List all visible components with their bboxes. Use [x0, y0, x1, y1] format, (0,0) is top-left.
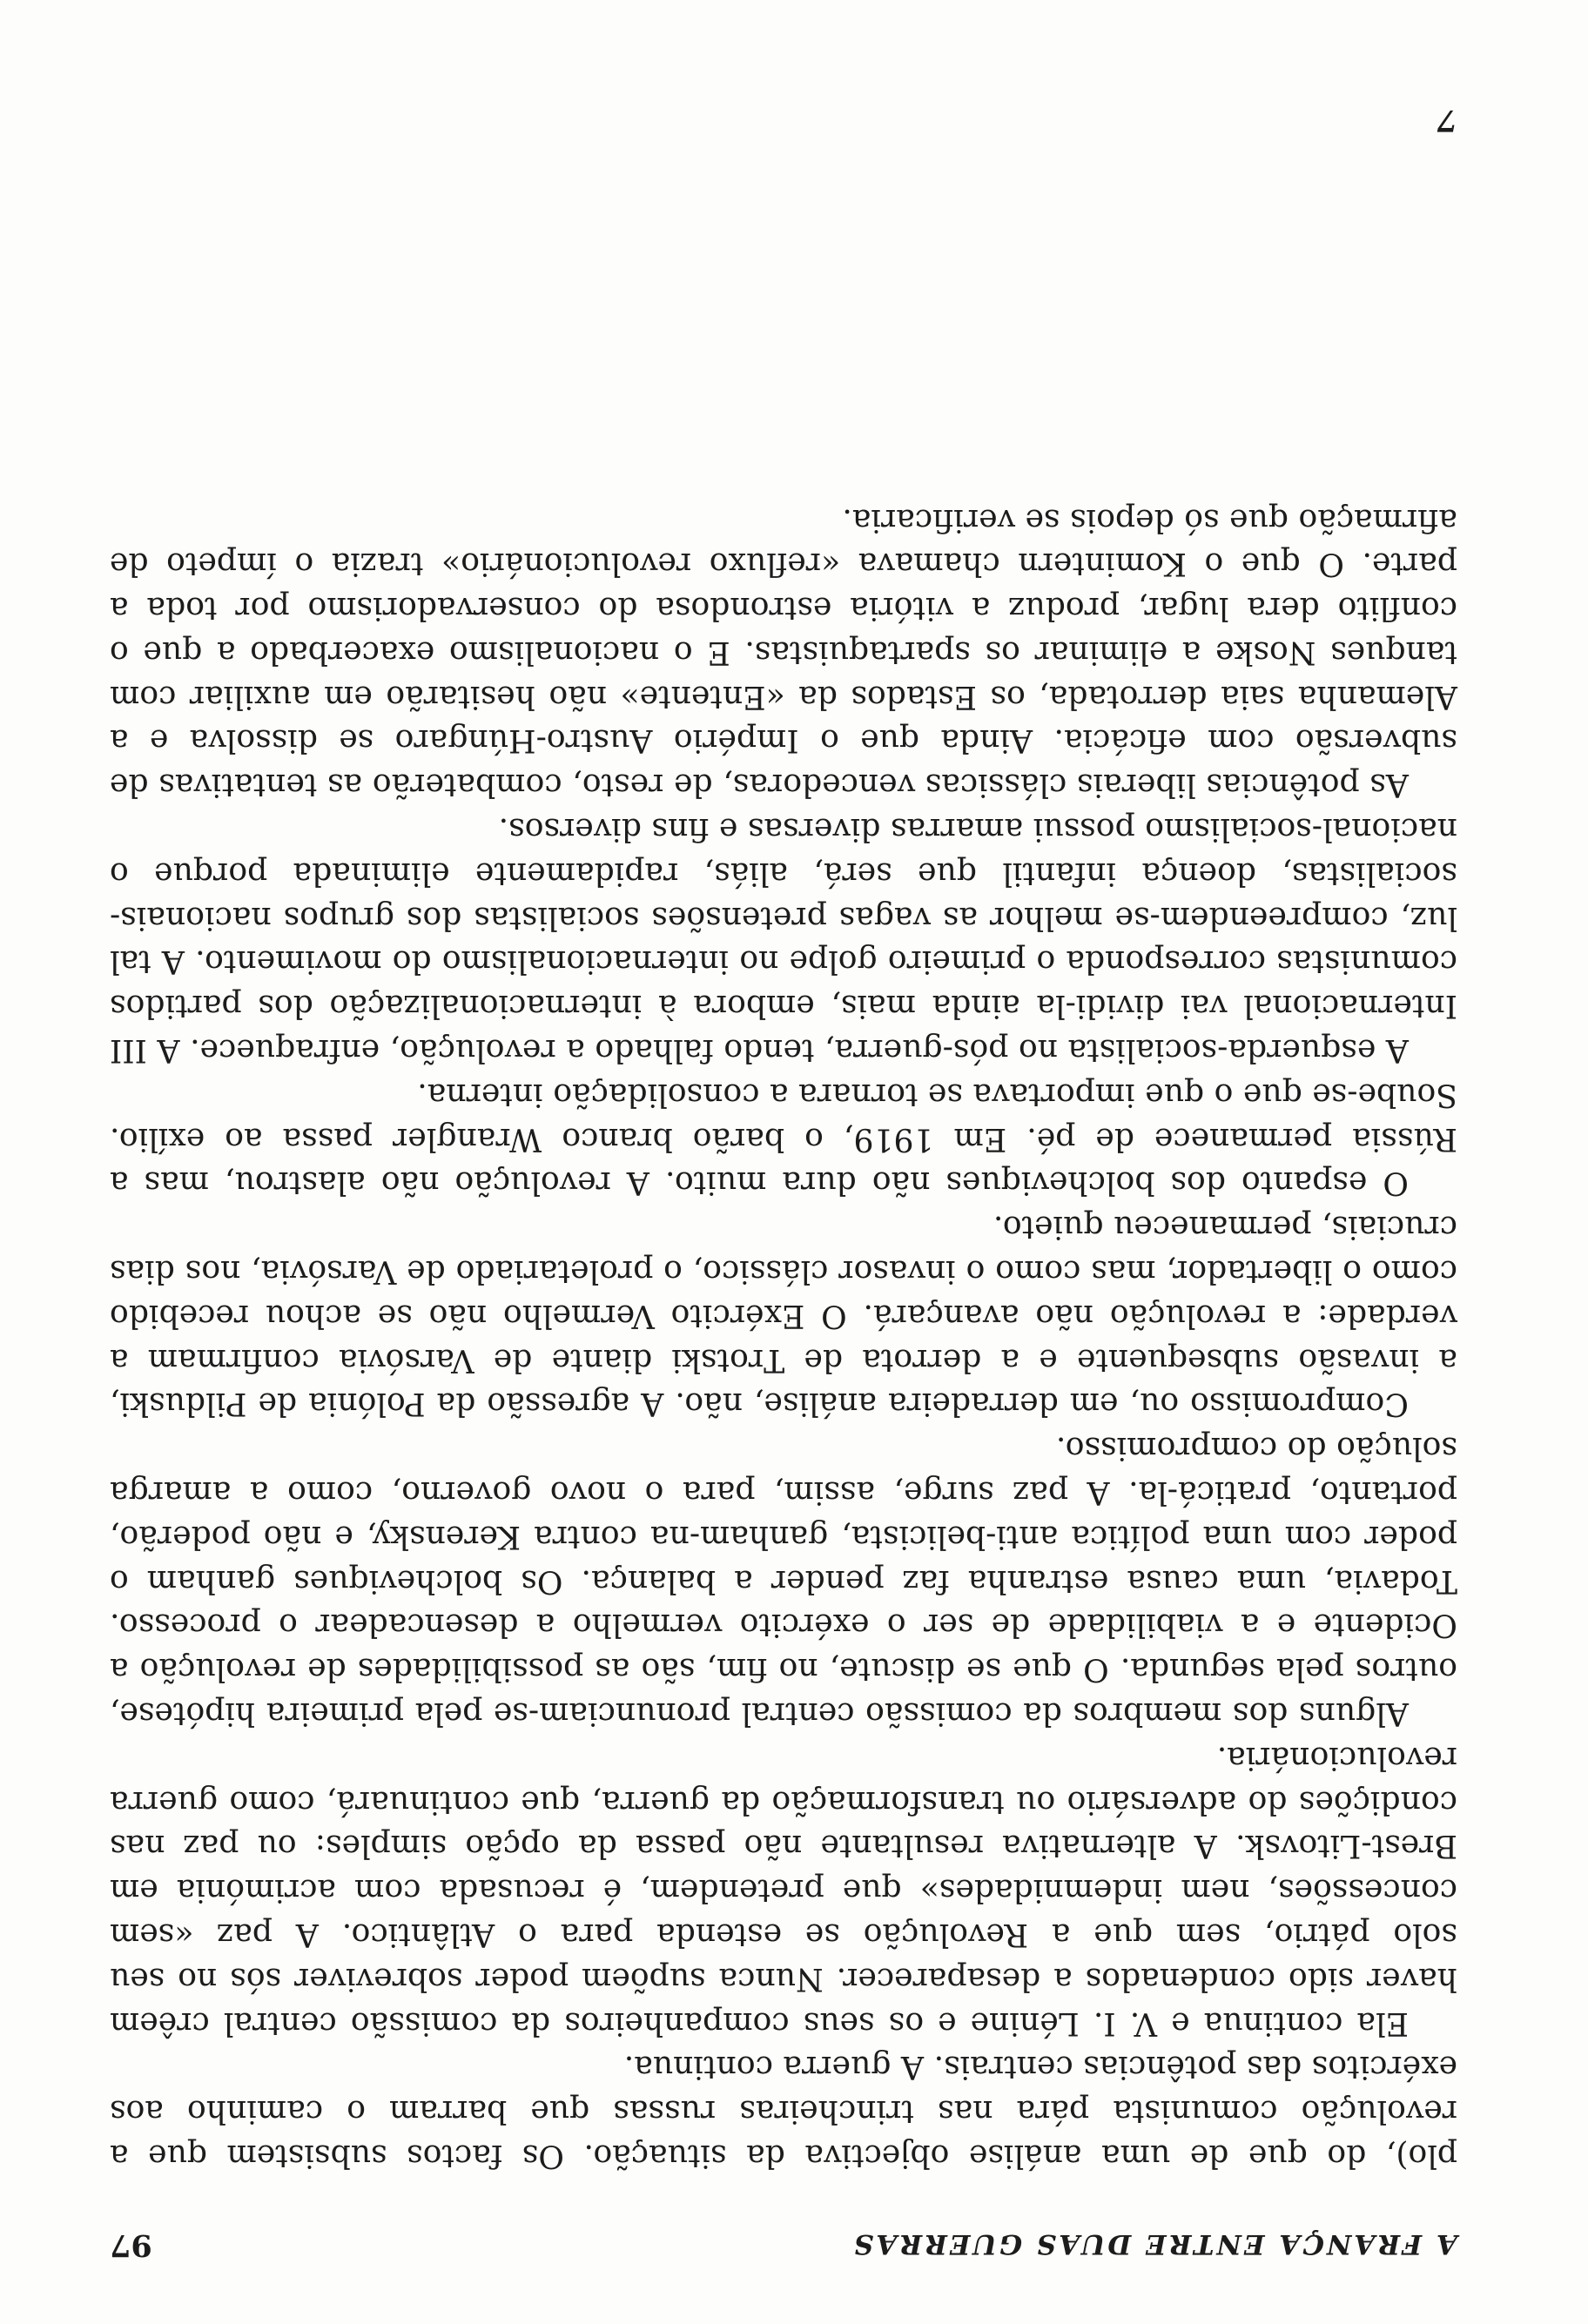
paragraph-7: As potências liberais clássicas vencedoras, de resto, combaterão as tentativas de subversão com eficácia. Ainda que o Império Austro-Húngaro se dissolva e a Alemanha saia derrotada, os Estados da «Entente» não hesitarão em auxiliar com tanques Noske a eliminar os spartaquistas. E o nacionalismo exacerbado a que o conflito dera lugar, produz a vitória estrondosa do conservadorismo por toda a parte. O que o Komintern chamava «refluxo revolucionário» trazia o ímpeto de afirmação que só depois se verificaria.: [110, 501, 1457, 805]
text-block: [110, 78, 1457, 2272]
paragraph-1: plo), do que de uma análise objectiva da situação. Os factos subsistem que a revolução comunista pára nas trincheiras russas que barram o caminho aos exércitos das potências centrais. A guerra continua.: [110, 2049, 1457, 2175]
paragraph-3: Alguns dos membros da comissão central pronunciam-se pela primeira hipótese, outros pela segunda. O que se discute, no fim, são as possibilidades de revolução a Ocidente e a viabilidade de ser o exército vermelho a desencadear o processo. Todavia, uma causa estranha faz pender a balança. Os bolcheviques ganham o poder com uma política anti-belicista, ganham-na contra Kerensky, e não poderão, portanto, praticá-la. A paz surge, assim, para o novo governo, como a amarga solução do compromisso.: [110, 1430, 1457, 1734]
paragraph-2: Ela continua e V. I. Lénine e os seus companheiros da comissão central crêem haver sido condenados a desaparecer. Nunca supõem poder sobreviver sós no seu solo pátrio, sem que a Revolução se estenda para o Atlântico. A paz «sem concessões, nem indemnidades» que pretendem, é recusada com acrimónia em Brest-Litovsk. A alternativa resultante não passa da opção simples: ou paz nas condições do adversário ou transformação da guerra, que continuará, como guerra revolucionária.: [110, 1739, 1457, 2043]
page-number: 97: [110, 2227, 152, 2263]
body-text: [110, 498, 1457, 2178]
paragraph-5: O espanto dos bolcheviques não dura muito. A revolução não alastrou, mas a Rússia permanece de pé. Em 1919, o barão branco Wrangler passa ao exílio. Soube-se que o que importava se tornara a consolidação interna.: [110, 1076, 1457, 1203]
signature-mark: 7: [1437, 103, 1457, 138]
paragraph-4: Compromisso ou, em derradeira análise, não. A agressão da Polónia de Pilduski, a invasão subsequente e a derrota de Trotski diante de Varsóvia confirmam a verdade: a revolução não avançará. O Exército Vermelho não se achou recebido como o libertador, mas como o invasor clássico, o proletariado de Varsóvia, nos dias cruciais, permaneceu quieto.: [110, 1209, 1457, 1424]
paragraph-6: A esquerda-socialista no pós-guerra, tendo falhado a revolução, enfraquece. A III Internacional vai dividi-la ainda mais, embora à internacionalização dos partidos comunistas corresponda o primeiro golpe no internacionalismo do movimento. A tal luz, compreendem-se melhor as vagas pretensões socialistas dos grupos nacionais-socialistas, doença infantil que será, aliás, rapidamente eliminada porque o nacional-socialismo possui amarras diversas e fins diversos.: [110, 811, 1457, 1071]
running-head: [110, 2211, 1457, 2272]
running-title: A FRANÇA ENTRE DUAS GUERRAS: [851, 2228, 1457, 2260]
